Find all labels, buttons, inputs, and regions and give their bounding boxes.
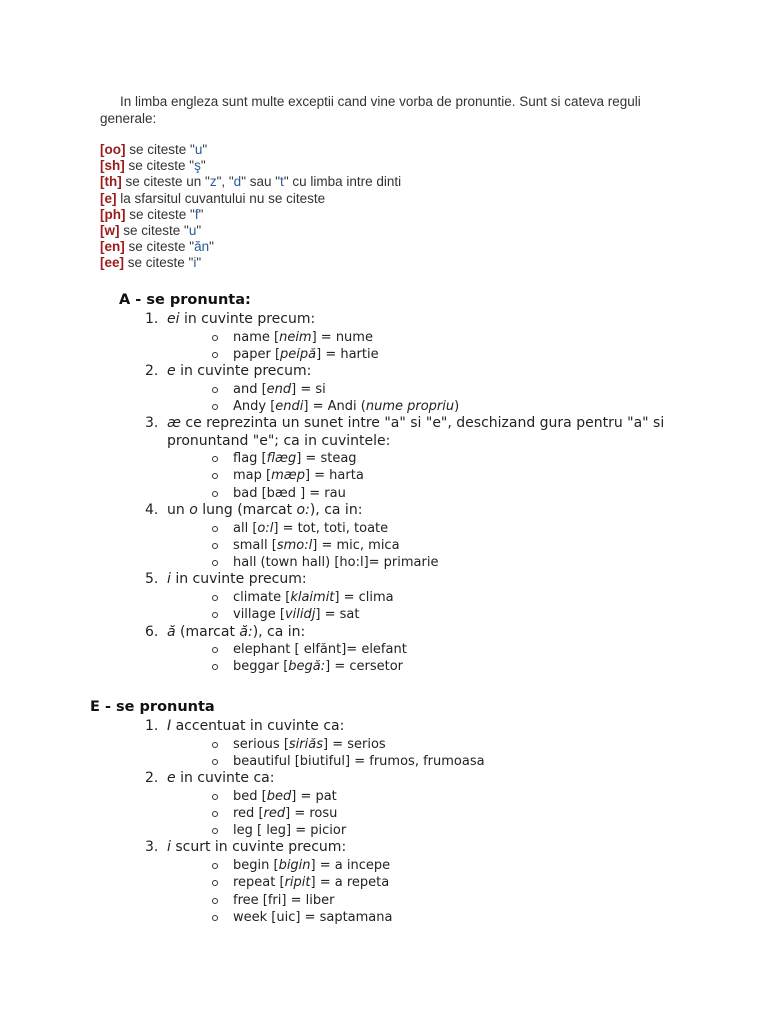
item-text: (marcat bbox=[175, 623, 240, 640]
bullet-icon bbox=[212, 915, 218, 921]
item-heading bbox=[0, 363, 768, 381]
rule-tag: [e] bbox=[100, 190, 117, 206]
rule-sound: f bbox=[194, 206, 199, 222]
example-text: paper [ bbox=[233, 346, 281, 362]
example-text: hall (town hall) [ho:l]= primarie bbox=[233, 555, 439, 571]
bullet-icon bbox=[212, 811, 218, 817]
rule-text: se citeste " bbox=[125, 142, 195, 157]
list-item bbox=[0, 624, 768, 676]
rule-text: " bbox=[198, 206, 204, 222]
example-phonetic: flæg bbox=[266, 451, 297, 467]
rule-line bbox=[100, 223, 660, 239]
bullet-icon bbox=[212, 794, 218, 800]
rule-sound: d bbox=[233, 174, 242, 190]
example-phonetic: red bbox=[263, 805, 286, 821]
bullet-icon bbox=[212, 612, 218, 618]
bullet-icon bbox=[212, 742, 218, 748]
rule-text: " bbox=[209, 239, 214, 255]
example-text: climate [ bbox=[233, 589, 291, 605]
item-heading bbox=[0, 311, 768, 329]
sound-symbol: ei bbox=[167, 311, 180, 327]
example-text: map [ bbox=[233, 468, 272, 484]
rule-text: se citeste " bbox=[119, 223, 189, 239]
list-item bbox=[0, 718, 768, 770]
example-text: leg [ leg] = picior bbox=[233, 823, 347, 839]
example-item bbox=[0, 805, 768, 822]
example-text: bed [ bbox=[233, 788, 267, 804]
example-text: beggar [ bbox=[233, 659, 289, 675]
bullet-icon bbox=[212, 456, 218, 462]
rule-text: la sfarsitul cuvantului nu se citeste bbox=[116, 190, 326, 206]
item-heading bbox=[0, 718, 768, 736]
example-item bbox=[0, 329, 768, 346]
list-item bbox=[0, 363, 768, 415]
item-text: in cuvinte precum: bbox=[170, 571, 307, 588]
example-item bbox=[0, 450, 768, 467]
item-number: 3. bbox=[145, 415, 159, 432]
item-text: in cuvinte precum: bbox=[175, 363, 312, 380]
section-a-list bbox=[0, 311, 768, 676]
example-text: ] = a repeta bbox=[310, 875, 390, 891]
item-number: 4. bbox=[145, 502, 159, 519]
rule-line bbox=[100, 174, 660, 190]
rule-tag: [sh] bbox=[100, 158, 125, 174]
item-text: scurt in cuvinte precum: bbox=[170, 839, 347, 856]
example-phonetic: neim bbox=[279, 329, 312, 345]
example-text: ] = harta bbox=[304, 468, 364, 484]
item-number: 1. bbox=[145, 311, 159, 327]
example-phonetic: bigin bbox=[278, 857, 311, 873]
bullet-icon bbox=[212, 664, 218, 670]
example-text: bad [bæd ] = rau bbox=[233, 485, 346, 501]
example-text: flag [ bbox=[233, 451, 267, 467]
example-text: ] = serios bbox=[323, 736, 386, 752]
bullet-icon bbox=[212, 335, 218, 341]
rule-line bbox=[100, 239, 660, 255]
example-phonetic: siriăs bbox=[288, 736, 323, 752]
example-text: red [ bbox=[233, 805, 264, 821]
rule-sound: ş bbox=[194, 158, 201, 174]
rule-text: " bbox=[196, 255, 202, 271]
rule-text: ", " bbox=[216, 174, 234, 190]
item-number: 1. bbox=[145, 718, 159, 734]
bullet-icon bbox=[212, 560, 218, 566]
example-item bbox=[0, 857, 768, 874]
example-item bbox=[0, 554, 768, 571]
rule-line bbox=[100, 255, 660, 271]
list-item bbox=[0, 502, 768, 571]
item-text: lung (marcat bbox=[197, 502, 297, 519]
example-item bbox=[0, 892, 768, 909]
example-phonetic: klaimit bbox=[290, 589, 335, 605]
rule-text: se citeste " bbox=[124, 158, 195, 174]
intro-paragraph: In limba engleza sunt multe exceptii cand vine vorba de pronuntie. Sunt si cateva reguli generale: bbox=[100, 94, 641, 126]
bullet-icon bbox=[212, 387, 218, 393]
list-item bbox=[0, 770, 768, 839]
example-text: ] = cersetor bbox=[325, 659, 404, 675]
rule-tag: [w] bbox=[100, 223, 120, 239]
example-text: ] = mic, mica bbox=[312, 537, 400, 553]
example-phonetic: endi bbox=[275, 398, 304, 414]
rule-tag: [oo] bbox=[100, 142, 126, 157]
example-phonetic: smo:l bbox=[276, 537, 313, 553]
sound-symbol: æ bbox=[167, 415, 181, 432]
item-heading bbox=[0, 770, 768, 788]
item-number: 2. bbox=[145, 363, 159, 380]
item-number: 3. bbox=[145, 839, 159, 856]
example-item bbox=[0, 658, 768, 675]
example-phonetic: vilidj bbox=[284, 607, 316, 623]
rule-tag: [en] bbox=[100, 239, 125, 255]
sound-symbol: i bbox=[167, 839, 171, 856]
example-text: all [ bbox=[233, 520, 258, 536]
item-text: ), ca in: bbox=[252, 623, 306, 640]
example-text: elephant [ elfănt]= elefant bbox=[233, 642, 407, 658]
item-number: 6. bbox=[145, 623, 159, 640]
rule-line bbox=[100, 191, 660, 207]
rule-sound: t bbox=[280, 174, 284, 190]
example-text: ] = rosu bbox=[285, 805, 338, 821]
example-item bbox=[0, 346, 768, 363]
example-phonetic: peipă bbox=[280, 346, 317, 362]
rule-sound: u bbox=[194, 142, 203, 157]
example-text: ] = tot, toti, toate bbox=[273, 520, 389, 536]
item-text: ), ca in: bbox=[309, 502, 363, 519]
sound-symbol: e bbox=[167, 770, 176, 787]
bullet-icon bbox=[212, 863, 218, 869]
example-item bbox=[0, 641, 768, 658]
example-text: beautiful [biutiful] = frumos, frumoasa bbox=[233, 753, 485, 769]
example-item bbox=[0, 909, 768, 926]
rule-text: se citeste un " bbox=[121, 174, 210, 190]
example-item bbox=[0, 485, 768, 502]
example-text: week [uic] = saptamana bbox=[233, 909, 393, 925]
rule-text: se citeste " bbox=[125, 206, 195, 222]
rule-sound: z bbox=[209, 174, 217, 190]
sound-symbol: ă: bbox=[239, 623, 253, 640]
rule-line bbox=[100, 142, 660, 158]
sound-symbol: o bbox=[189, 502, 198, 519]
list-item bbox=[0, 839, 768, 926]
example-text: repeat [ bbox=[233, 875, 285, 891]
sound-symbol: I bbox=[167, 718, 172, 734]
example-note: nume propriu bbox=[365, 398, 455, 414]
example-text: Andy [ bbox=[233, 398, 276, 414]
example-text: ] = hartie bbox=[316, 346, 379, 362]
section-heading-a: A - se pronunta: bbox=[119, 292, 251, 308]
item-text: accentuat in cuvinte ca: bbox=[171, 718, 345, 734]
example-text: ] = sat bbox=[315, 607, 360, 623]
list-item bbox=[0, 415, 768, 502]
bullet-icon bbox=[212, 473, 218, 479]
item-heading bbox=[0, 839, 768, 857]
example-item bbox=[0, 589, 768, 606]
example-text: ] = clima bbox=[334, 589, 394, 605]
rule-sound: i bbox=[193, 255, 197, 271]
example-item bbox=[0, 736, 768, 753]
example-item bbox=[0, 822, 768, 839]
item-heading bbox=[0, 571, 768, 589]
example-phonetic: ripit bbox=[284, 875, 311, 891]
rule-tag: [th] bbox=[100, 174, 122, 190]
example-phonetic: o:l bbox=[257, 520, 274, 536]
example-item bbox=[0, 606, 768, 623]
example-text: village [ bbox=[233, 607, 285, 623]
section-heading-e: E - se pronunta bbox=[90, 699, 215, 715]
example-text: and [ bbox=[233, 381, 267, 397]
rule-text: " bbox=[200, 158, 206, 174]
bullet-icon bbox=[212, 828, 218, 834]
example-text: ) bbox=[454, 398, 460, 414]
sound-symbol: o: bbox=[296, 502, 310, 519]
rule-tag: [ee] bbox=[100, 255, 125, 271]
bullet-icon bbox=[212, 543, 218, 549]
example-text: ] = steag bbox=[296, 451, 357, 467]
example-text: name [ bbox=[233, 329, 280, 345]
rule-sound: ăn bbox=[194, 239, 210, 255]
rule-sound: u bbox=[188, 223, 197, 239]
rule-tag: [ph] bbox=[100, 206, 126, 222]
list-item bbox=[0, 571, 768, 623]
bullet-icon bbox=[212, 898, 218, 904]
example-item bbox=[0, 398, 768, 415]
bullet-icon bbox=[212, 880, 218, 886]
sound-symbol: ă bbox=[167, 623, 176, 640]
example-phonetic: bed bbox=[266, 788, 292, 804]
example-text: free [fri] = liber bbox=[233, 892, 335, 908]
rule-line bbox=[100, 207, 660, 223]
example-text: ] = pat bbox=[291, 788, 337, 804]
example-item bbox=[0, 788, 768, 805]
example-phonetic: end bbox=[266, 381, 292, 397]
example-item bbox=[0, 753, 768, 770]
bullet-icon bbox=[212, 404, 218, 410]
example-text: ] = nume bbox=[311, 329, 373, 345]
example-item bbox=[0, 520, 768, 537]
rule-text: " bbox=[196, 223, 202, 239]
item-text: in cuvinte ca: bbox=[175, 770, 275, 787]
item-heading bbox=[0, 624, 768, 642]
pronunciation-rules bbox=[100, 142, 660, 272]
example-text: ] = Andi ( bbox=[303, 398, 366, 414]
rule-text: se citeste " bbox=[124, 239, 195, 255]
section-e-list bbox=[0, 718, 768, 926]
example-item bbox=[0, 537, 768, 554]
rule-text: se citeste " bbox=[124, 255, 194, 271]
sound-symbol: i bbox=[167, 571, 171, 588]
item-text: un bbox=[167, 502, 190, 519]
bullet-icon bbox=[212, 352, 218, 358]
example-text: small [ bbox=[233, 537, 277, 553]
rule-line bbox=[100, 158, 660, 174]
bullet-icon bbox=[212, 491, 218, 497]
example-item bbox=[0, 874, 768, 891]
example-phonetic: mæp bbox=[271, 468, 305, 484]
bullet-icon bbox=[212, 595, 218, 601]
bullet-icon bbox=[212, 759, 218, 765]
example-item bbox=[0, 467, 768, 484]
item-text: in cuvinte precum: bbox=[179, 311, 316, 327]
item-number: 2. bbox=[145, 770, 159, 787]
rule-text: " sau " bbox=[241, 174, 281, 190]
example-text: serious [ bbox=[233, 736, 289, 752]
rule-text: " cu limba intre dinti bbox=[283, 174, 402, 190]
item-text: ce reprezinta un sunet intre "a" si "e", deschizand gura pentru "a" si pronuntand "e"; ca in cuvintele: bbox=[167, 415, 665, 449]
bullet-icon bbox=[212, 526, 218, 532]
list-item bbox=[0, 311, 768, 363]
item-number: 5. bbox=[145, 571, 159, 588]
example-text: ] = a incepe bbox=[310, 857, 391, 873]
example-text: begin [ bbox=[233, 857, 279, 873]
item-heading bbox=[0, 502, 768, 520]
bullet-icon bbox=[212, 647, 218, 653]
rule-text: " bbox=[202, 142, 208, 157]
example-text: ] = si bbox=[291, 381, 326, 397]
item-heading bbox=[0, 415, 667, 450]
sound-symbol: e bbox=[167, 363, 176, 380]
example-item bbox=[0, 381, 768, 398]
example-phonetic: begă: bbox=[288, 659, 326, 675]
